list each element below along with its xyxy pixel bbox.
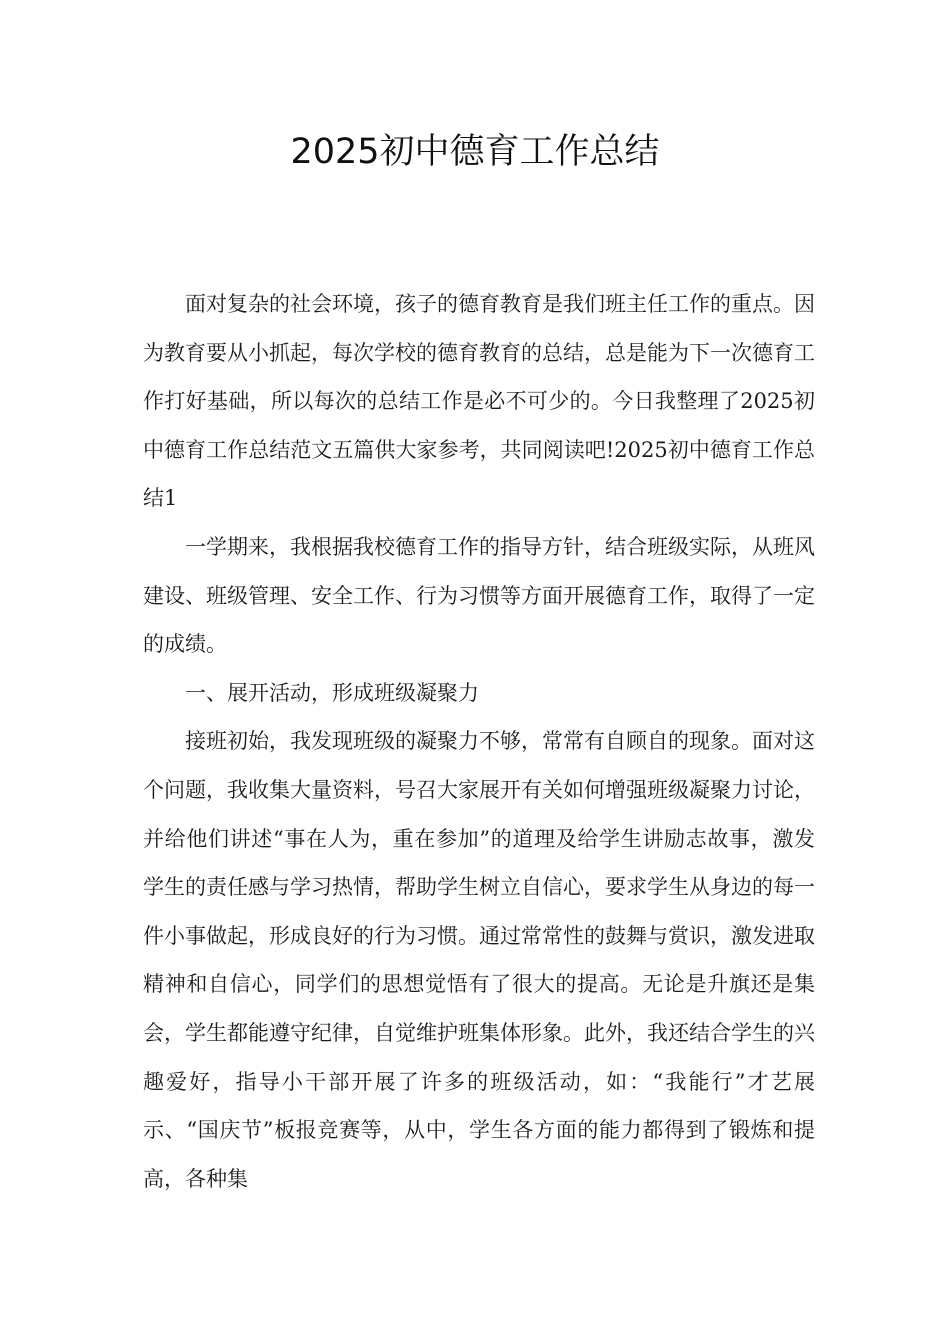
document-body [143,280,815,1203]
document-title: 2025初中德育工作总结 [290,132,660,172]
section-heading-1: 一、展开活动，形成班级凝聚力 [185,680,479,705]
paragraph-section-1: 接班初始，我发现班级的凝聚力不够，常常有自顾自的现象。面对这个问题，我收集大量资料，号召大家展开有关如何增强班级凝聚力讨论，并给他们讲述“事在人为，重在参加”的道理及给学生讲励志故事，激发学生的责任感与学习热情，帮助学生树立自信心，要求学生从身边的每一件小事做起，形成良好的行为习惯。通过常常性的鼓舞与赏识，激发进取精神和自信心，同学们的思想觉悟有了很大的提高。无论是升旗还是集会，学生都能遵守纪律，自觉维护班集体形象。此外，我还结合学生的兴趣爱好，指导小干部开展了许多的班级活动，如：“我能行”才艺展示、“国庆节”板报竞赛等，从中，学生各方面的能力都得到了锻炼和提高，各种集 [143,729,815,1191]
paragraph-overview: 一学期来，我根据我校德育工作的指导方针，结合班级实际，从班风建设、班级管理、安全工作、行为习惯等方面开展德育工作，取得了一定的成绩。 [143,534,815,657]
paragraph-intro: 面对复杂的社会环境，孩子的德育教育是我们班主任工作的重点。因为教育要从小抓起，每次学校的德育教育的总结，总是能为下一次德育工作打好基础，所以每次的总结工作是必不可少的。今日我整理了2025初中德育工作总结范文五篇供大家参考，共同阅读吧!2025初中德育工作总结1 [143,292,815,511]
